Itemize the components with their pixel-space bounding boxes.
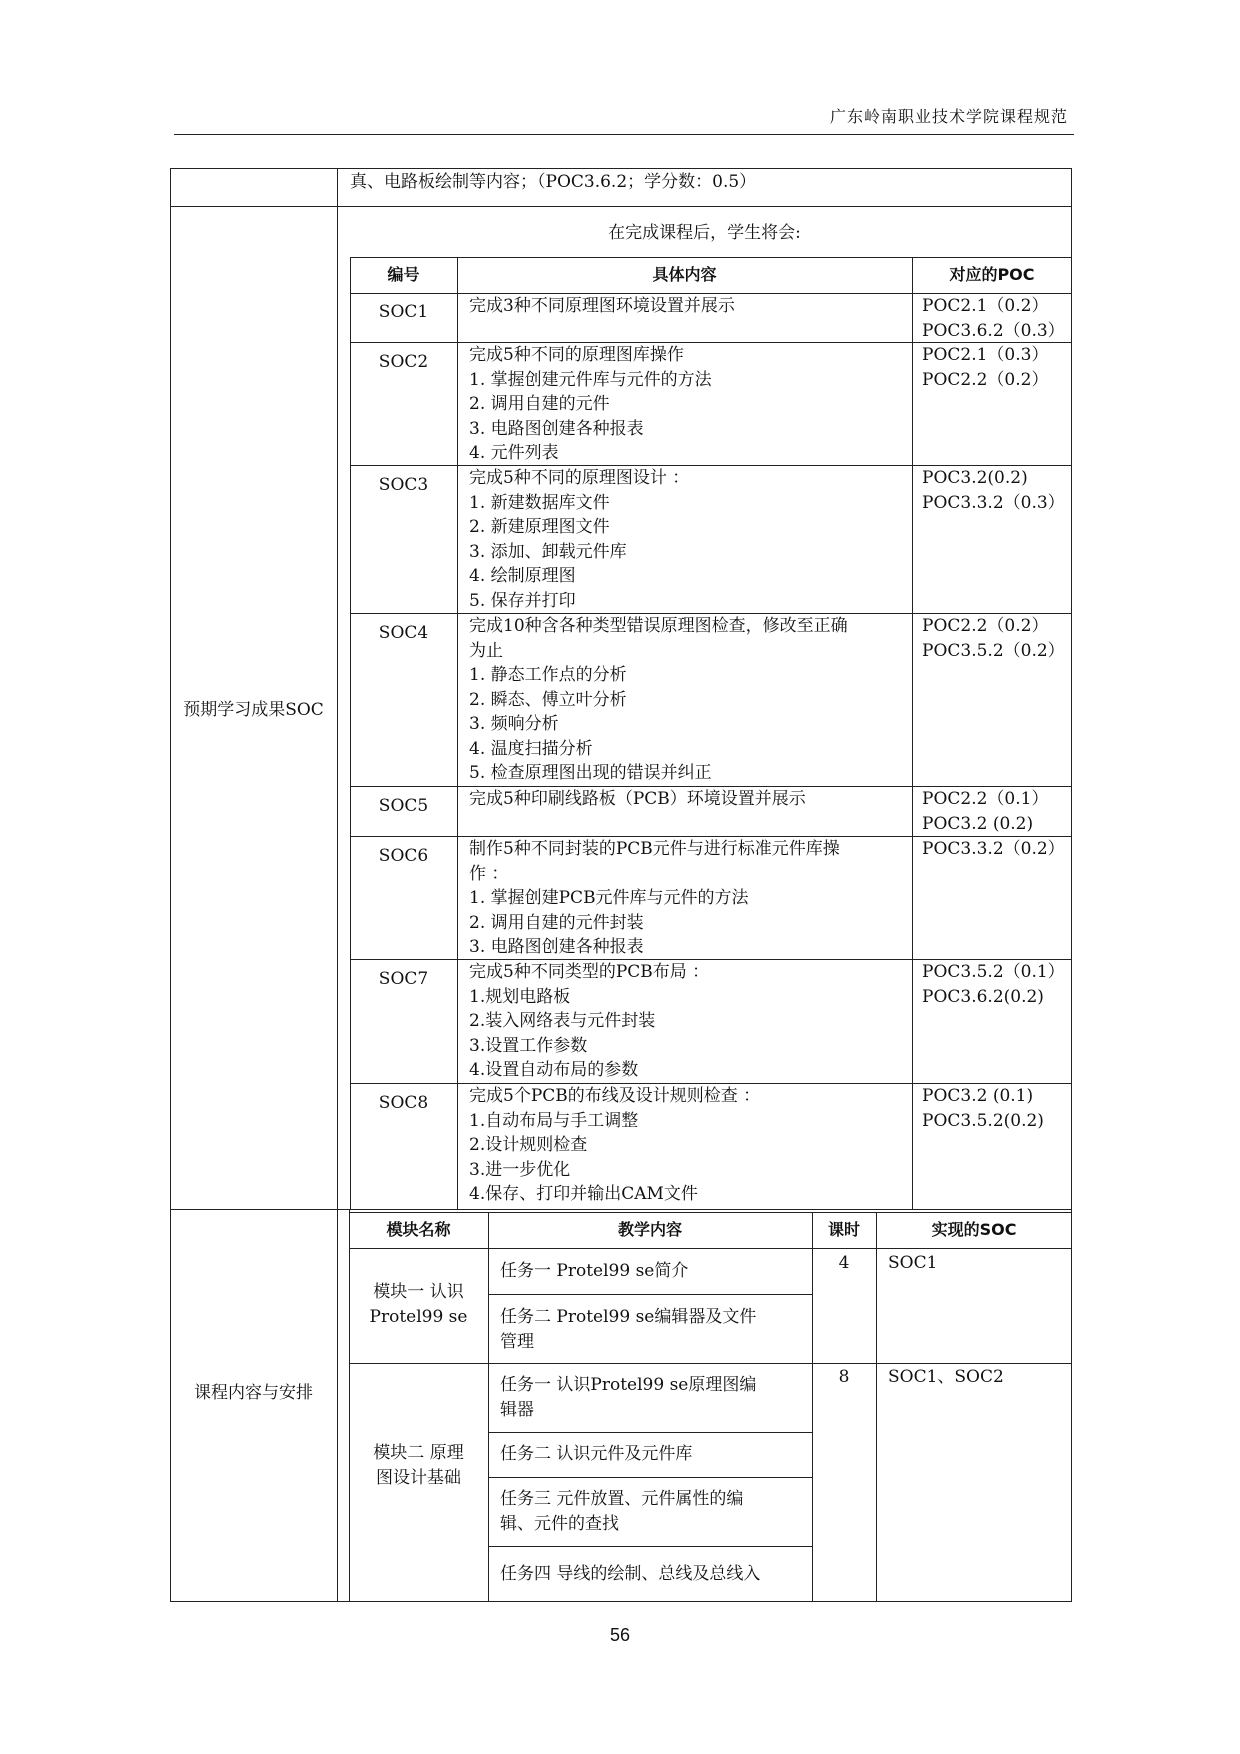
- course-col-header-module: 模块名称: [386, 1220, 451, 1239]
- task-separator: [488, 1294, 812, 1295]
- module-separator: [349, 1363, 1072, 1364]
- soc-row-id: SOC7: [378, 969, 429, 989]
- row-divider-2: [170, 1209, 1072, 1210]
- task-separator: [488, 1477, 812, 1478]
- soc-row-poc: POC2.1（0.3） POC2.2（0.2）: [922, 345, 1049, 390]
- course-col-line-3: [876, 1212, 877, 1602]
- soc-row-content: 制作5种不同封装的PCB元件与进行标准元件库操 作 ： 1. 掌握创建PCB元件库与元件的方法 2. 调用自建的元件封装 3. 电路图创建各种报表: [469, 839, 840, 957]
- module-hours: 4: [838, 1253, 850, 1273]
- soc-row-id: SOC4: [378, 623, 429, 643]
- soc-row-content: 完成5种印刷线路板（PCB）环境设置并展示: [469, 789, 806, 809]
- soc-row-id: SOC6: [378, 846, 429, 866]
- soc-col-header-poc: 对应的POC: [949, 265, 1035, 284]
- soc-row-poc: POC3.3.2（0.2）: [922, 839, 1065, 859]
- soc-row-content: 完成5种不同的原理图设计 ： 1. 新建数据库文件 2. 新建原理图文件 3. 添加、卸载元件库 4. 绘制原理图 5. 保存并打印: [469, 468, 690, 611]
- task-item: 任务二 认识元件及元件库: [500, 1444, 693, 1464]
- soc-row-id: SOC2: [378, 352, 429, 372]
- soc-row-poc: POC2.2（0.2） POC3.5.2（0.2）: [922, 616, 1065, 661]
- header-rule: [174, 134, 1074, 135]
- task-item: 任务一 认识Protel99 se原理图编 辑器: [500, 1375, 757, 1420]
- course-inner-divider: [349, 1209, 350, 1602]
- soc-row-content: 完成5个PCB的布线及设计规则检查 ： 1.自动布局与手工调整 2.设计规则检查 3.进一步优化 4.保存、打印并输出CAM文件: [469, 1086, 761, 1204]
- soc-section-label: 预期学习成果SOC: [183, 700, 324, 720]
- course-section-label: 课程内容与安排: [194, 1383, 313, 1403]
- soc-row-id: SOC8: [378, 1093, 429, 1113]
- module-name: 模块二 原理 图设计基础: [373, 1443, 464, 1488]
- soc-row-poc: POC3.2 (0.1) POC3.5.2(0.2): [922, 1086, 1044, 1131]
- soc-col-header-id: 编号: [387, 265, 420, 284]
- course-col-header-soc: 实现的SOC: [931, 1220, 1017, 1239]
- soc-row-poc: POC2.1（0.2） POC3.6.2（0.3）: [922, 296, 1065, 341]
- soc-row-content: 完成5种不同类型的PCB布局 ： 1.规划电路板 2.装入网络表与元件封装 3.设置工作参数 4.设置自动布局的参数: [469, 962, 710, 1080]
- soc-col-header-content: 具体内容: [652, 265, 717, 284]
- course-header-bottom: [349, 1248, 1072, 1249]
- course-table-top: [349, 1212, 1072, 1213]
- soc-row-id: SOC3: [378, 475, 429, 495]
- soc-row-id: SOC1: [378, 302, 429, 322]
- soc-table-top: [350, 257, 1072, 258]
- module-hours: 8: [838, 1367, 850, 1387]
- course-col-line-1: [488, 1212, 489, 1602]
- soc-row-poc: POC3.2(0.2) POC3.3.2（0.3）: [922, 468, 1065, 513]
- soc-row-poc: POC2.2（0.1） POC3.2 (0.2): [922, 789, 1049, 834]
- module-name: 模块一 认识 Protel99 se: [369, 1282, 468, 1327]
- soc-row-content: 完成10种含各种类型错误原理图检查，修改至正确 为止 1. 静态工作点的分析 2. 瞬态、傅立叶分析 3. 频响分析 4. 温度扫描分析 5. 检查原理图出现的错误并纠正: [469, 616, 848, 783]
- soc-row-content: 完成3种不同原理图环境设置并展示: [469, 296, 735, 316]
- soc-col-line-1: [457, 257, 458, 1209]
- soc-intro: 在完成课程后，学生将会:: [608, 223, 801, 243]
- task-item: 任务三 元件放置、元件属性的编 辑、元件的查找: [500, 1489, 744, 1534]
- task-separator: [488, 1546, 812, 1547]
- module-soc: SOC1: [888, 1253, 938, 1273]
- task-item: 任务二 Protel99 se编辑器及文件 管理: [500, 1307, 757, 1352]
- module-soc: SOC1、SOC2: [888, 1367, 1004, 1387]
- soc-row-poc: POC3.5.2（0.1） POC3.6.2(0.2): [922, 962, 1065, 1007]
- row-divider-1: [170, 206, 1072, 207]
- course-col-header-hours: 课时: [827, 1220, 860, 1239]
- soc-row-id: SOC5: [378, 796, 429, 816]
- task-item: 任务一 Protel99 se简介: [500, 1261, 689, 1281]
- label-column-divider: [337, 168, 338, 1602]
- task-item: 任务四 导线的绘制、总线及总线入: [500, 1564, 761, 1584]
- soc-col-line-0: [350, 257, 351, 1209]
- document-header-title: 广东岭南职业技术学院课程规范: [829, 107, 1068, 126]
- page-number: 56: [609, 1625, 631, 1645]
- top-row-text: 真、电路板绘制等内容；（POC3.6.2；学分数：0.5）: [350, 172, 757, 192]
- soc-col-line-2: [912, 257, 913, 1209]
- course-col-header-content: 教学内容: [617, 1220, 682, 1239]
- task-separator: [488, 1432, 812, 1433]
- soc-row-content: 完成5种不同的原理图库操作 1. 掌握创建元件库与元件的方法 2. 调用自建的元件 3. 电路图创建各种报表 4. 元件列表: [469, 345, 712, 463]
